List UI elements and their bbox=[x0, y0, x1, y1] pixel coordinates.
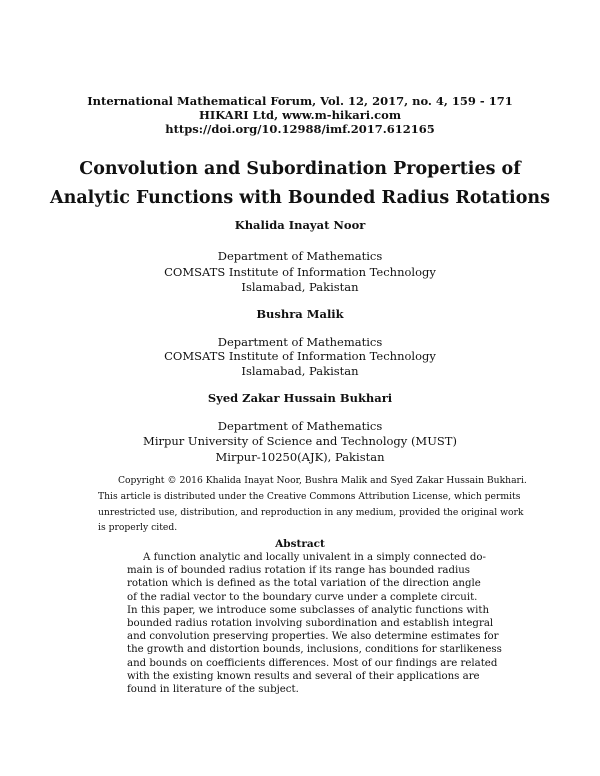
author-name: Syed Zakar Hussain Bukhari bbox=[207, 391, 393, 405]
copyright-line: is properly cited. bbox=[98, 522, 178, 534]
copyright-line: unrestricted use, distribution, and reproduction in any medium, provided the original work bbox=[98, 506, 524, 518]
author-affiliation-line: Department of Mathematics bbox=[217, 249, 383, 263]
copyright-line: Copyright © 2016 Khalida Inayat Noor, Bushra Malik and Syed Zakar Hussain Bukhari. bbox=[118, 475, 527, 486]
author-affiliation-line: Department of Mathematics bbox=[217, 335, 383, 349]
abstract-body bbox=[127, 551, 502, 696]
author-name: Khalida Inayat Noor bbox=[234, 218, 366, 232]
abstract-line: and bounds on coefficients differences. Most of our findings are related bbox=[127, 657, 498, 669]
abstract-line: with the existing known results and several of their applications are bbox=[127, 670, 480, 682]
abstract-line: the growth and distortion bounds, inclusions, conditions for starlikeness bbox=[127, 644, 502, 656]
abstract-line: and convolution preserving properties. We also determine estimates for bbox=[127, 631, 499, 643]
copyright-line: This article is distributed under the Creative Commons Attribution License, which permits bbox=[98, 490, 521, 502]
author-affiliation-line: Mirpur University of Science and Technology (MUST) bbox=[143, 434, 457, 448]
abstract-line: of the radial vector to the boundary curve under a complete circuit. bbox=[127, 591, 478, 603]
abstract-line: In this paper, we introduce some subclasses of analytic functions with bbox=[127, 604, 490, 616]
publisher-line: HIKARI Ltd, www.m-hikari.com bbox=[199, 108, 401, 122]
abstract-line: bounded radius rotation involving subordination and establish integral bbox=[127, 618, 494, 630]
author-affiliation-line: Mirpur-10250(AJK), Pakistan bbox=[215, 450, 385, 464]
author-affiliation-line: Department of Mathematics bbox=[217, 419, 383, 433]
journal-line: International Mathematical Forum, Vol. 12, 2017, no. 4, 159 - 171 bbox=[87, 94, 513, 108]
copyright-notice bbox=[98, 473, 527, 536]
author-name: Bushra Malik bbox=[256, 307, 344, 321]
paper-title-line-1: Convolution and Subordination Properties of bbox=[79, 159, 521, 179]
abstract-line: A function analytic and locally univalent in a simply connected do- bbox=[143, 552, 486, 563]
author-affiliation-line: Islamabad, Pakistan bbox=[241, 280, 359, 294]
abstract-heading: Abstract bbox=[275, 538, 325, 550]
doi-line: https://doi.org/10.12988/imf.2017.612165 bbox=[165, 122, 435, 136]
author-affiliation-line: Islamabad, Pakistan bbox=[241, 364, 359, 378]
abstract-line: found in literature of the subject. bbox=[127, 684, 299, 696]
author-affiliation-line: COMSATS Institute of Information Technology bbox=[164, 349, 436, 363]
abstract-line: main is of bounded radius rotation if its range has bounded radius bbox=[127, 565, 471, 577]
paper-title-line-2: Analytic Functions with Bounded Radius Rotations bbox=[50, 188, 550, 208]
author-affiliation-line: COMSATS Institute of Information Technology bbox=[164, 265, 436, 279]
abstract-line: rotation which is defined as the total variation of the direction angle bbox=[127, 578, 481, 590]
